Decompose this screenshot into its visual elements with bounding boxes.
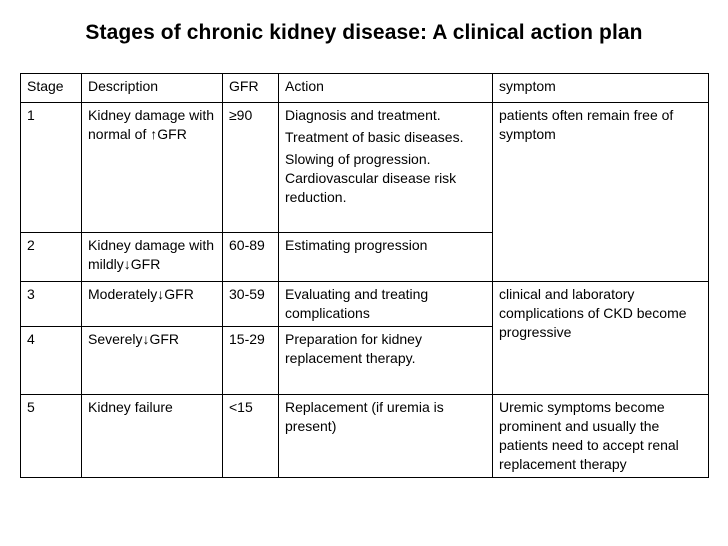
ckd-stage-table-container — [20, 73, 709, 478]
gfr-cell: <15 — [223, 395, 279, 478]
gfr-cell: 30-59 — [223, 282, 279, 327]
action-cell — [279, 395, 493, 478]
description-cell: Severely↓GFR — [82, 327, 223, 395]
description-cell: Moderately↓GFR — [82, 282, 223, 327]
ckd-stage-table — [20, 73, 709, 478]
stage-cell: 2 — [21, 233, 82, 282]
stage-cell: 3 — [21, 282, 82, 327]
table-row — [21, 282, 709, 327]
header-symptom: symptom — [493, 74, 709, 103]
action-line: Evaluating and treating complications — [285, 286, 429, 321]
action-cell — [279, 327, 493, 395]
action-line: Slowing of progression. Cardiovascular disease risk reduction. — [285, 151, 457, 205]
action-line: Diagnosis and treatment. — [285, 107, 441, 123]
symptom-cell: patients often remain free of symptom — [493, 103, 709, 282]
stage-cell: 4 — [21, 327, 82, 395]
gfr-cell: 15-29 — [223, 327, 279, 395]
action-cell — [279, 233, 493, 282]
header-action: Action — [279, 74, 493, 103]
gfr-cell: ≥90 — [223, 103, 279, 233]
description-cell: Kidney damage with normal of ↑GFR — [82, 103, 223, 233]
gfr-cell: 60-89 — [223, 233, 279, 282]
action-line: Estimating progression — [285, 237, 428, 253]
action-line: Replacement (if uremia is present) — [285, 399, 444, 434]
table-header-row — [21, 74, 709, 103]
action-line: Treatment of basic diseases. — [285, 129, 464, 145]
page-title: Stages of chronic kidney disease: A clinical action plan — [85, 21, 643, 44]
description-cell: Kidney damage with mildly↓GFR — [82, 233, 223, 282]
header-gfr: GFR — [223, 74, 279, 103]
table-row — [21, 395, 709, 478]
description-cell: Kidney failure — [82, 395, 223, 478]
action-line: Preparation for kidney replacement therapy. — [285, 331, 422, 366]
header-stage: Stage — [21, 74, 82, 103]
stage-cell: 1 — [21, 103, 82, 233]
stage-cell: 5 — [21, 395, 82, 478]
symptom-cell: Uremic symptoms become prominent and usually the patients need to accept renal replacement therapy — [493, 395, 709, 478]
symptom-cell: clinical and laboratory complications of CKD become progressive — [493, 282, 709, 395]
header-description: Description — [82, 74, 223, 103]
action-cell — [279, 103, 493, 233]
table-row — [21, 103, 709, 233]
action-cell — [279, 282, 493, 327]
